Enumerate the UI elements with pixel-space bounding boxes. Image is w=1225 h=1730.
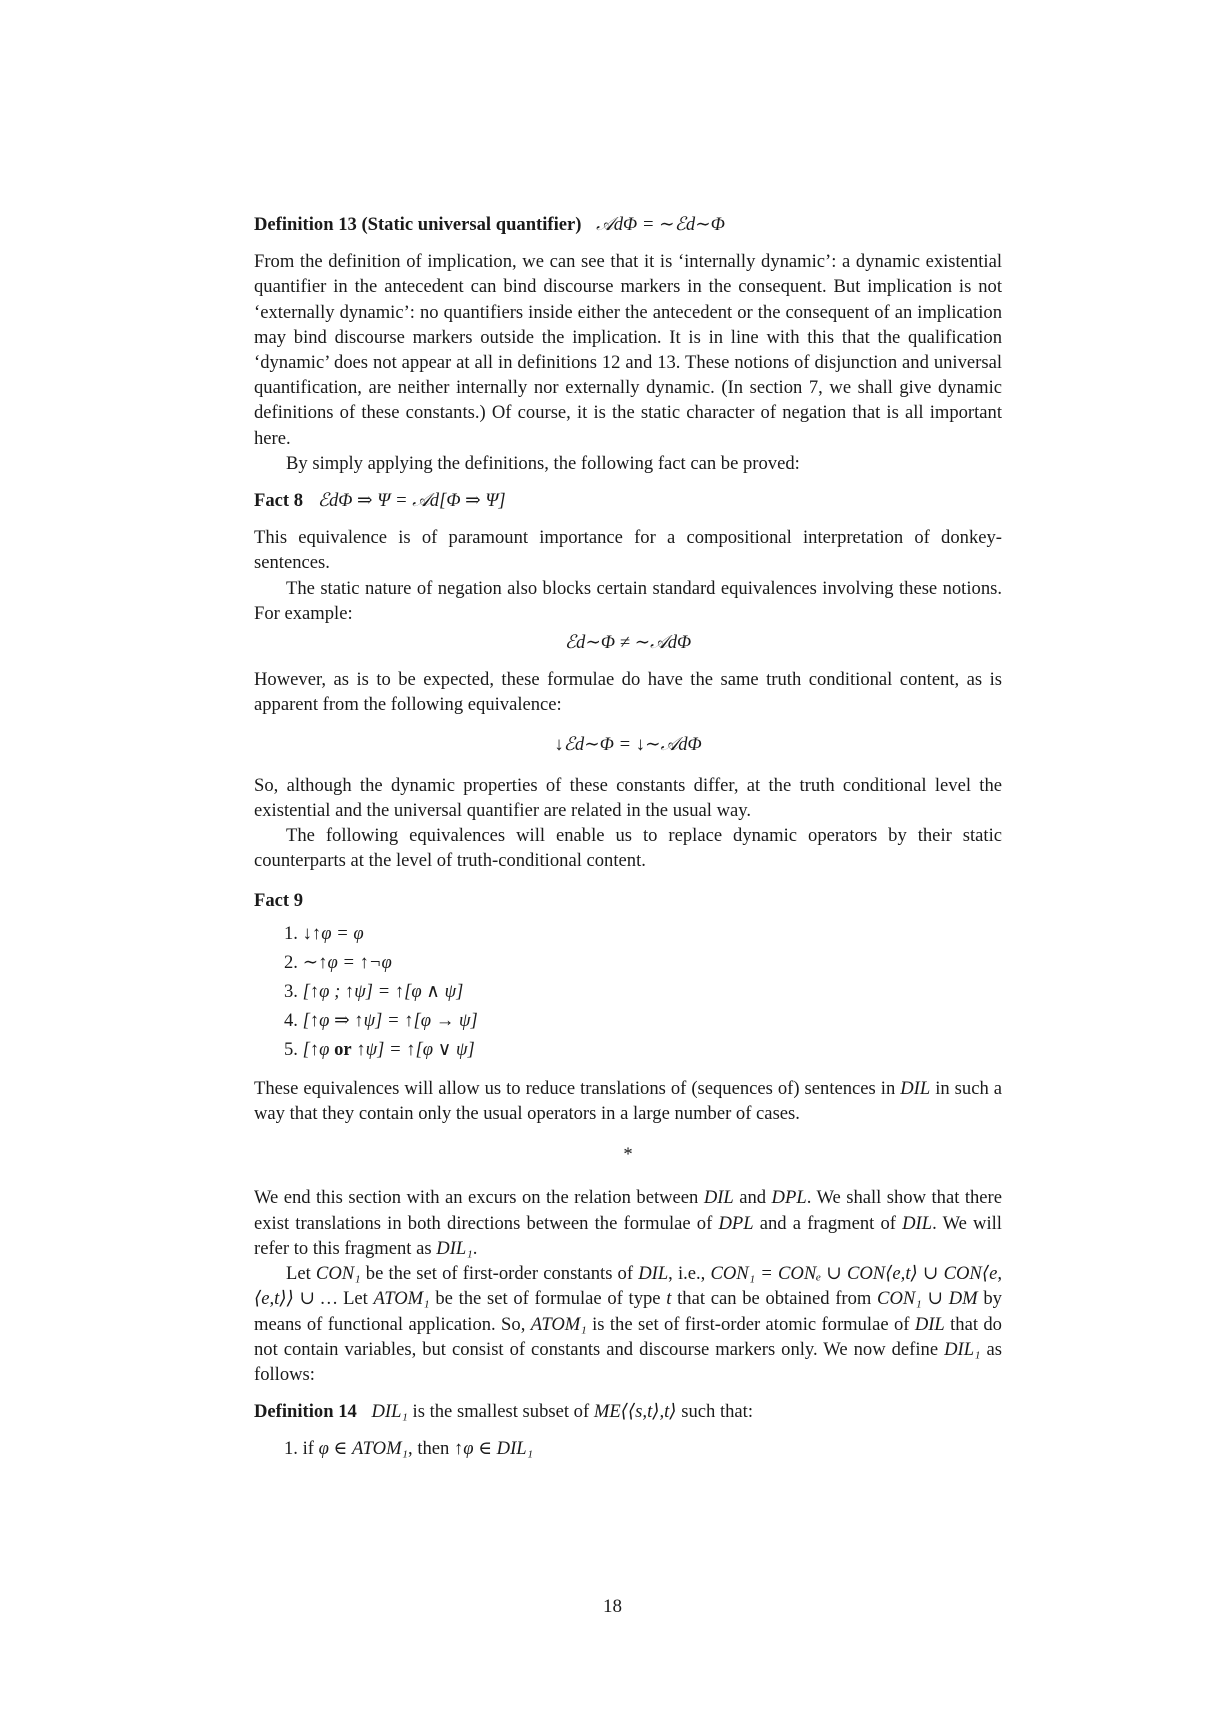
- list-item: 4. [↑φ ⇒ ↑ψ] = ↑[φ → ψ]: [284, 1009, 478, 1031]
- list-item: 1. ↓↑φ = φ: [284, 922, 364, 944]
- list-item: 2. ∼↑φ = ↑¬φ: [284, 951, 392, 973]
- equation-equivalence-text: ↓ℰd∼Φ = ↓∼𝒜dΦ: [554, 733, 702, 755]
- section-separator: *: [623, 1144, 633, 1166]
- fact-8: [254, 488, 1002, 513]
- fact-9-heading: [254, 888, 1002, 913]
- paragraph-con1-definition: Let CON₁ be the set of first-order constants of DIL, i.e., CON₁ = CONₑ ∪ CON⟨e,t⟩ ∪ CON⟨e,⟨e,t⟩⟩ ∪ … Let ATOM₁ be the set of formulae of type t that can be obtained from CON₁ ∪ DM by means of functional application. So, ATOM₁ is the set of first-order atomic formulae of DIL that do not contain variables, but consist of constants and discourse markers only. We now define DIL₁ as follows:: [254, 1263, 1003, 1385]
- page-number: 18: [603, 1596, 622, 1617]
- definition-14-label: Definition 14: [254, 1401, 357, 1423]
- equation-nonequivalence-text: ℰd∼Φ ≠ ∼𝒜dΦ: [564, 632, 692, 654]
- paragraph-reduce-translations: These equivalences will allow us to reduce translations of (sequences of) sentences in DIL in such a way that they contain only the usual operators in a large number of cases.: [254, 1077, 1002, 1125]
- paragraph-applying-definitions: By simply applying the definitions, the following fact can be proved:: [286, 452, 800, 474]
- paragraph-truth-conditional: However, as is to be expected, these formulae do have the same truth conditional content, as is apparent from the following equivalence:: [254, 669, 1002, 716]
- definition-13-label: Definition 13: [254, 214, 357, 235]
- paragraph-implication: From the definition of implication, we can see that it is ‘internally dynamic’: a dynamic existential quantifier in the antecedent can bind discourse markers in the consequent. But implication is not ‘externally dynamic’: no quantifiers inside either the antecedent or the consequent of an implication may bind discourse markers outside the implication. It is in line with this that the qualification ‘dynamic’ does not appear at all in definitions 12 and 13. These notions of disjunction and universal quantification, are neither internally nor externally dynamic. (In section 7, we shall give dynamic definitions of these constants.) Of course, it is the static character of negation that is all important here.: [254, 251, 1002, 449]
- equation-nonequivalence: [254, 630, 1002, 655]
- paragraph-static-negation: The static nature of negation also blocks certain standard equivalences involving these notions. For example:: [254, 577, 1002, 624]
- definition-14: Definition 14 DIL₁ is the smallest subset of ME⟨⟨s,t⟩,t⟩ such that:: [254, 1401, 753, 1423]
- equation-equivalence: [254, 732, 1002, 757]
- definition-13-formula: 𝒜dΦ = ∼ℰd∼Φ: [596, 214, 725, 235]
- list-item: 3. [↑φ ; ↑ψ] = ↑[φ ∧ ψ]: [284, 980, 464, 1002]
- definition-13-title: (Static universal quantifier): [361, 214, 582, 235]
- definition-14-item-1: 1. if φ ∈ ATOM₁, then ↑φ ∈ DIL₁: [284, 1438, 534, 1460]
- fact-9-list: [254, 921, 1002, 1066]
- list-item: 5. [↑φ or ↑ψ] = ↑[φ ∨ ψ]: [284, 1038, 475, 1060]
- paragraph-equivalence-importance: This equivalence is of paramount importance for a compositional interpretation of donkey-sentences.: [254, 527, 1002, 574]
- definition-13: [254, 212, 1002, 237]
- page-body: [254, 212, 1002, 1462]
- fact-8-label: Fact 8: [254, 490, 304, 512]
- fact-8-formula: ℰdΦ ⇒ Ψ = 𝒜d[Φ ⇒ Ψ]: [317, 490, 506, 512]
- paragraph-excurs: We end this section with an excurs on the relation between DIL and DPL. We shall show that there exist translations in both directions between the formulae of DPL and a fragment of DIL. We will refer to this fragment as DIL₁.: [254, 1187, 1002, 1259]
- fact-9-label: Fact 9: [254, 889, 304, 911]
- paragraph-dynamic-properties: So, although the dynamic properties of these constants differ, at the truth conditional level the existential and the universal quantifier are related in the usual way.: [254, 774, 1002, 822]
- paragraph-replace-operators: The following equivalences will enable us to replace dynamic operators by their static counterparts at the level of truth-conditional content.: [254, 825, 1002, 872]
